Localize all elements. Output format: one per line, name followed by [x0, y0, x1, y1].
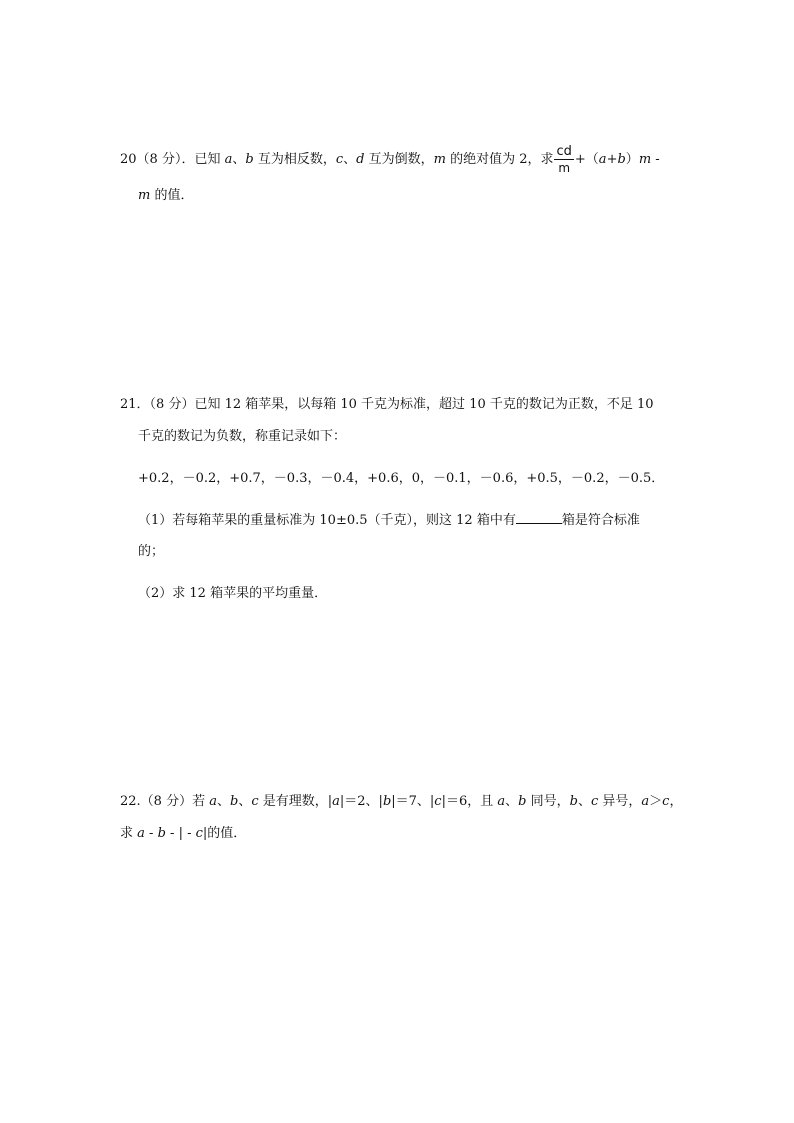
q22-line-2: 求 a - b - | - c|的值． — [120, 826, 247, 841]
q20-number: 20（8 分） — [120, 152, 182, 167]
q21-part-1-cont: 的； — [138, 544, 165, 559]
q22-line-1: 22.（8 分）若 a、b、c 是有理数，|a|＝2、|b|＝7、|c|＝6，且 a、b 同号，b、c 异号，a＞c， — [120, 794, 683, 809]
answer-blank — [516, 511, 562, 524]
fraction-numerator: cd — [556, 144, 572, 159]
q20-line-1: 20（8 分）．已知 a、b 互为相反数，c、d 互为倒数，m 的绝对值为 2，求 $\frac{cd}{m}$ +（a+b）m - — [120, 144, 660, 175]
q21-data-values: +0.2，－0.2，+0.7，－0.3，－0.4，+0.6，0，－0.1，－0.6，+0.5，－0.2，－0.5． — [138, 471, 665, 486]
q20-fraction — [554, 145, 573, 174]
q21-line-1: 21．（8 分）已知 12 箱苹果，以每箱 10 千克为标准，超过 10 千克的数记为正数，不足 10 — [120, 397, 654, 412]
q21-line-2: 千克的数记为负数，称重记录如下： — [138, 429, 347, 444]
q21-part-2: （2）求 12 箱苹果的平均重量． — [138, 586, 328, 601]
q20-line-2: m 的值． — [138, 188, 194, 203]
q21-part-1: （1）若每箱苹果的重量标准为 10±0.5（千克），则这 12 箱中有 箱是符合标准 — [138, 513, 640, 528]
q22-number: 22.（8 分）若 — [120, 794, 210, 809]
fraction-denominator: m — [558, 161, 571, 175]
